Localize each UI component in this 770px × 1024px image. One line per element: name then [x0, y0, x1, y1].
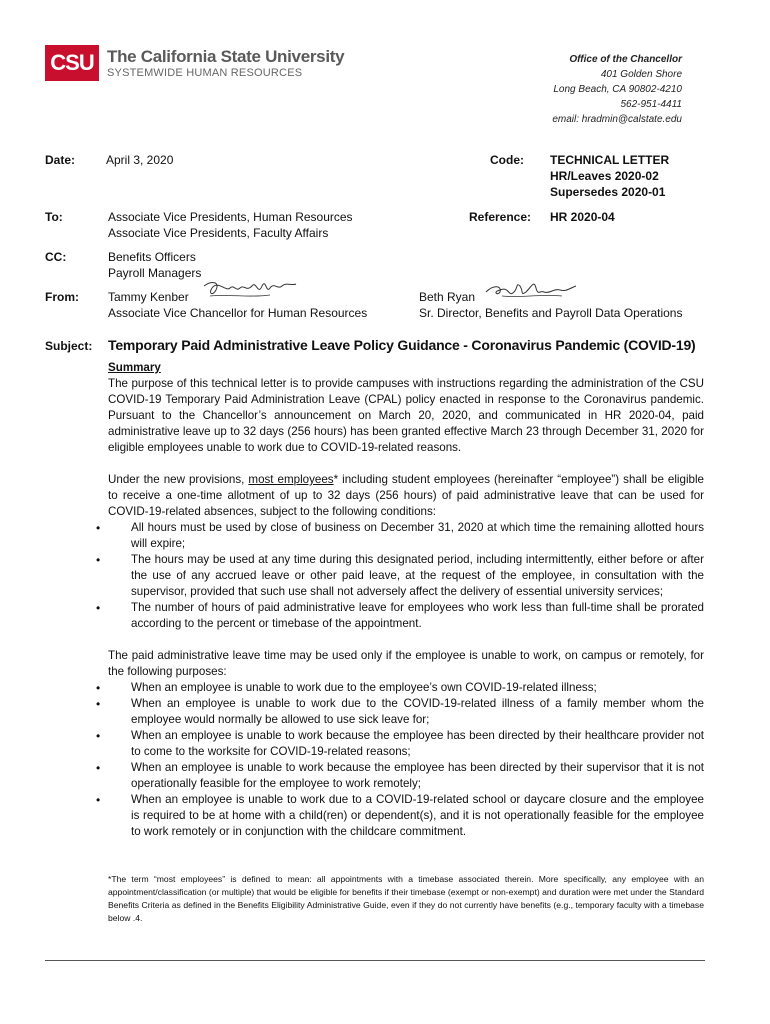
from-label: From: [45, 290, 79, 304]
condition-2: The hours may be used at any time during this designated period, including intermittently, either before or after the use of any accrued leave or other paid leave, at the request of the employee, in consultation with the supervisor, provided that such use shall not adversely affect the delivery of essential university services; [131, 553, 704, 598]
division-name: SYSTEMWIDE HUMAN RESOURCES [107, 66, 303, 79]
to-line-1: Associate Vice Presidents, Human Resources [108, 210, 353, 224]
condition-1: All hours must be used by close of business on December 31, 2020 at which time the remaining allotted hours will expire; [131, 521, 704, 550]
purpose-3: When an employee is unable to work because the employee has been directed by their healthcare provider not to come to the worksite for COVID-19-related reasons; [131, 729, 704, 758]
cc-recipients [108, 249, 201, 281]
signature-tammy-kenber [200, 276, 300, 302]
office-phone: 562-951-4411 [620, 99, 682, 110]
purpose-2: When an employee is unable to work due to the COVID-19-related illness of a family member whom the employee would normally be allowed to use sick leave for; [131, 697, 704, 726]
paragraph-provisions [108, 472, 704, 520]
purpose-5: When an employee is unable to work due to a COVID-19-related school or daycare closure and the employee is required to be at home with a child(ren) or dependent(s), and it is not operationally feasible for the employee to work remotely or in conjunction with the childcare commitment. [131, 793, 704, 838]
sender-1-name: Tammy Kenber [108, 290, 189, 304]
list-item [108, 552, 704, 600]
purpose-1: When an employee is unable to work due to the employee’s own COVID-19-related illness; [131, 681, 597, 694]
list-item [108, 520, 704, 552]
paragraph-purposes: The paid administrative leave time may be used only if the employee is unable to work, on campus or remotely, for the following purposes: [108, 649, 704, 678]
csu-logo-mark: CSU [45, 45, 99, 81]
paragraph-purpose: The purpose of this technical letter is to provide campuses with instructions regarding the administration of the CSU COVID-19 Temporary Paid Administration Leave (CPAL) policy enacted in response to the Coronavirus pandemic. Pursuant to the Chancellor’s announcement on March 20, 2020, and communicated in HR 2020-04, paid administrative leave up to 32 days (256 hours) has been granted effective March 23 through December 31, 2020 for eligible employees unable to work due to COVID-19-related reasons. [108, 377, 704, 454]
list-item [108, 600, 704, 632]
code-line-3: Supersedes 2020-01 [550, 185, 666, 199]
date-label: Date: [45, 153, 76, 167]
list-item [108, 792, 704, 840]
purpose-4: When an employee is unable to work because the employee has been directed by their supervisor that it is not operationally feasible for the employee to work remotely; [131, 761, 704, 790]
date-value: April 3, 2020 [106, 153, 174, 167]
reference-value: HR 2020-04 [550, 210, 615, 224]
office-address-line-2: Long Beach, CA 90802-4210 [553, 84, 682, 95]
subject-text: Temporary Paid Administrative Leave Policy Guidance - Coronavirus Pandemic (COVID-19) [108, 337, 696, 353]
letter-body [108, 360, 704, 840]
list-item [108, 760, 704, 792]
list-item [108, 680, 704, 696]
signature-beth-ryan [480, 278, 580, 304]
code-line-1: TECHNICAL LETTER [550, 153, 670, 167]
footer-divider [45, 960, 705, 961]
list-item [108, 696, 704, 728]
summary-heading: Summary [108, 361, 161, 374]
sender-2-title: Sr. Director, Benefits and Payroll Data Operations [419, 306, 683, 320]
code-label: Code: [490, 153, 524, 167]
office-email: email: hradmin@calstate.edu [552, 114, 682, 125]
to-recipients [108, 209, 353, 241]
footnote: *The term “most employees” is defined to mean: all appointments with a timebase associated therein. More specifically, any employee with an appointment/classification (or multiple) that would be eligible for benefits if their timebase (exempt or non-exempt) and duration were met under the Standard Benefits Criteria as defined in the Benefits Eligibility Administrative Guide, even if they do not currently have benefits (e.g., temporary faculty with a timebase below .4. [108, 874, 704, 923]
cc-label: CC: [45, 250, 67, 264]
sender-1-title: Associate Vice Chancellor for Human Resources [108, 306, 368, 320]
provisions-post: * including student employees (hereinafter “employee”) shall be eligible to receive a one-time allotment of up to 32 days (256 hours) of paid administrative leave that can be used for COVID-19-related absences, subject to the following conditions: [108, 473, 704, 518]
cc-line-2: Payroll Managers [108, 266, 202, 280]
list-item [108, 728, 704, 760]
university-name: The California State University [107, 46, 345, 66]
to-line-2: Associate Vice Presidents, Faculty Affairs [108, 226, 329, 240]
most-employees-term: most employees [248, 473, 334, 486]
office-title: Office of the Chancellor [569, 54, 682, 65]
to-label: To: [45, 210, 63, 224]
reference-label: Reference: [469, 210, 532, 224]
code-line-2: HR/Leaves 2020-02 [550, 169, 659, 183]
office-address-block [552, 52, 682, 127]
subject-label: Subject: [45, 339, 93, 353]
office-address-line-1: 401 Golden Shore [600, 69, 682, 80]
provisions-pre: Under the new provisions, [108, 473, 249, 486]
csu-logo [45, 44, 344, 82]
sender-2-name: Beth Ryan [419, 290, 476, 304]
code-value [550, 152, 669, 200]
cc-line-1: Benefits Officers [108, 250, 196, 264]
condition-3: The number of hours of paid administrative leave for employees who work less than full-time shall be prorated according to the percent or timebase of the appointment. [131, 601, 704, 630]
